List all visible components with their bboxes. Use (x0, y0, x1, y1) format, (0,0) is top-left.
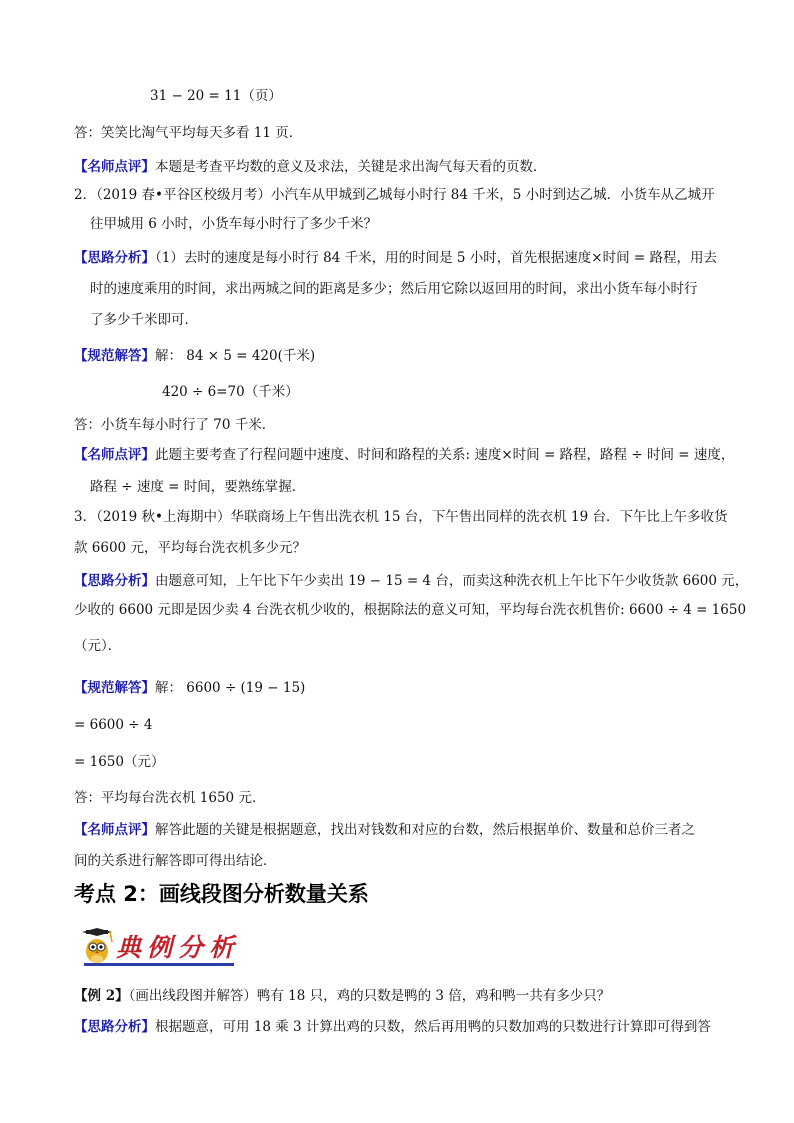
text-line (74, 185, 715, 205)
text-span: （1）去时的速度是每小时行 84 千米，用的时间是 5 小时，首先根据速度×时间 = 路程，用去 (155, 250, 717, 266)
text-span: = 6600 ÷ 4 (74, 717, 153, 733)
text-span: 往甲城用 6 小时，小货车每小时行了多少千米？ (90, 216, 378, 232)
text-line (74, 571, 748, 591)
text-span: 本题是考查平均数的意义及求法，关键是求出淘气每天看的页数． (155, 159, 547, 175)
text-span: 解答此题的关键是根据题意，找出对钱数和对应的台数，然后根据单价、数量和总价三者之 (155, 822, 695, 838)
text-span: 少收的 6600 元即是因少卖 4 台洗衣机少收的，根据除法的意义可知，平均每台洗衣机售价: 6600 ÷ 4 = 1650 (74, 602, 747, 618)
text-span: = 1650（元） (74, 754, 165, 770)
text-line (74, 820, 695, 840)
text-line (90, 310, 198, 330)
example-banner (82, 926, 241, 970)
text-span: （画出线段图并解答）鸭有 18 只，鸡的只数是鸭的 3 倍，鸡和鸭一共有多少只？ (128, 988, 611, 1004)
text-line (74, 445, 734, 465)
text-span: 由题意可知，上午比下午少卖出 19 − 15 = 4 台，而卖这种洗衣机上午比下午少收货款 6600 元， (155, 573, 749, 589)
text-line (150, 86, 282, 106)
text-span: 款 6600 元，平均每台洗衣机多少元？ (74, 540, 306, 556)
text-span: 答：平均每台洗衣机 1650 元． (74, 790, 266, 806)
section-tag: 【思路分析】 (74, 573, 155, 589)
section-tag: 【规范解答】 (74, 680, 155, 696)
text-span: 解： 6600 ÷ (19 − 15) (155, 680, 306, 696)
text-line (74, 507, 727, 527)
text-span: 解： 84 × 5 = 420(千米) (155, 348, 316, 364)
text-line (74, 157, 547, 177)
text-span: 【例 2】 (74, 988, 129, 1004)
text-span: 答：笑笑比淘气平均每天多看 11 页． (74, 125, 303, 141)
text-span: 路程 ÷ 速度 = 时间，要熟练掌握． (90, 479, 306, 495)
text-span: 31 − 20 = 11（页） (150, 88, 282, 104)
section-tag: 【名师点评】 (74, 159, 155, 175)
section-tag: 【名师点评】 (74, 447, 155, 463)
text-line (74, 600, 746, 620)
text-line (74, 538, 306, 558)
text-line (74, 415, 275, 435)
text-span: （元）． (74, 638, 122, 654)
banner-title: 典例分析 (116, 933, 241, 962)
text-line (90, 214, 377, 234)
owl-scholar-icon (82, 928, 116, 968)
section-tag: 【规范解答】 (74, 348, 155, 364)
text-line (74, 752, 164, 772)
example-line (74, 986, 610, 1006)
text-line (74, 346, 315, 366)
text-line (90, 279, 698, 299)
text-line (74, 788, 265, 808)
text-line (74, 248, 717, 268)
banner-underline (84, 963, 234, 966)
text-line (74, 851, 277, 871)
section-tag: 【思路分析】 (74, 250, 155, 266)
text-span: 2．（2019 春•平谷区校级月考）小汽车从甲城到乙城每小时行 84 千米，5 小时到达乙城．小货车从乙城开 (74, 187, 715, 203)
section-heading: 考点 2：画线段图分析数量关系 (74, 882, 369, 906)
section-tag: 【名师点评】 (74, 822, 155, 838)
text-line (90, 477, 305, 497)
text-span: 3．（2019 秋•上海期中）华联商场上午售出洗衣机 15 台，下午售出同样的洗衣机 19 台．下午比上午多收货 (74, 509, 728, 525)
text-line (74, 123, 302, 143)
example-line (74, 1017, 711, 1037)
text-span: 答：小货车每小时行了 70 千米． (74, 417, 276, 433)
text-span: 了多少千米即可． (90, 312, 198, 328)
text-span: 420 ÷ 6=70（千米） (162, 384, 299, 400)
text-line (74, 678, 305, 698)
text-span: 根据题意，可用 18 乘 3 计算出鸡的只数，然后再用鸭的只数加鸡的只数进行计算即可得到答 (155, 1019, 711, 1035)
text-span: 间的关系进行解答即可得出结论． (74, 853, 277, 869)
text-span: 时的速度乘用的时间，求出两城之间的距离是多少；然后用它除以返回用的时间，求出小货车每小时行 (90, 281, 698, 297)
section-tag: 【思路分析】 (74, 1019, 155, 1035)
text-line (162, 382, 299, 402)
text-line (74, 715, 152, 735)
text-line (74, 636, 121, 656)
text-span: 此题主要考查了行程问题中速度、时间和路程的关系: 速度×时间 = 路程，路程 ÷ 时间 = 速度， (155, 447, 735, 463)
